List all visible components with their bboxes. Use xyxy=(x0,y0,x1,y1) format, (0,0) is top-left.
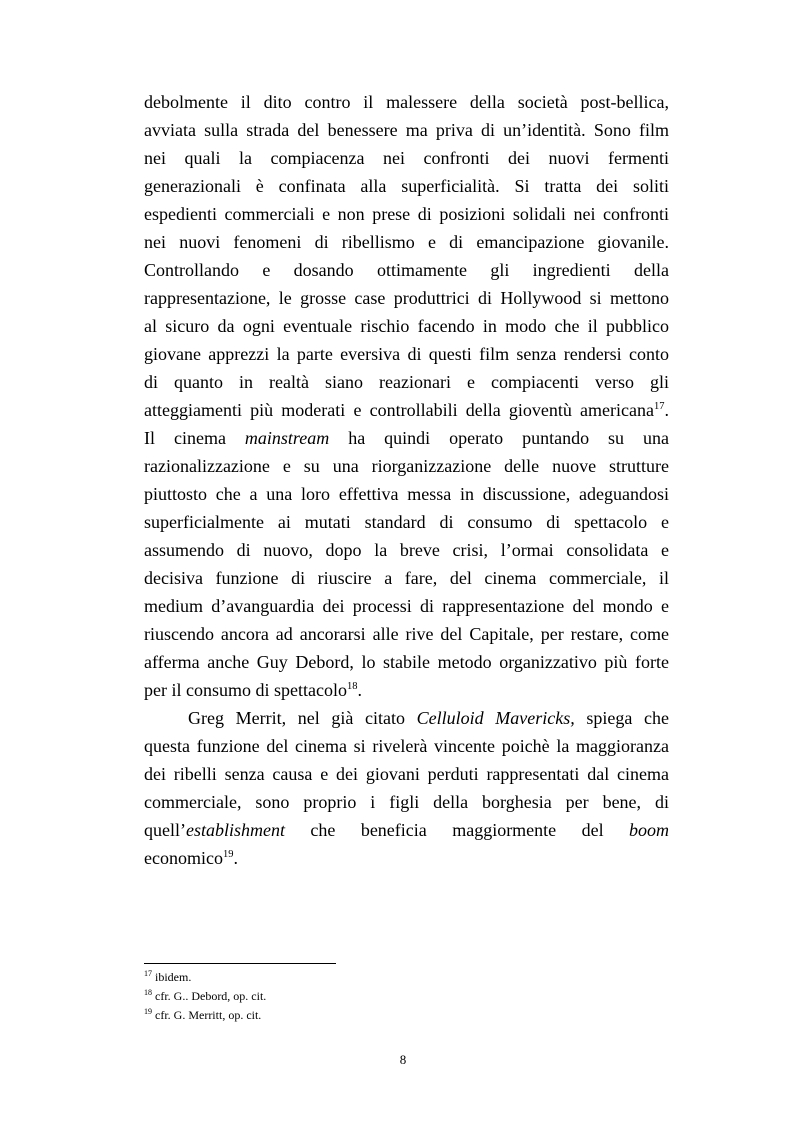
text-line: debolmente il dito contro il malessere della società post-bellica, xyxy=(144,92,669,112)
text-line: medium d’avanguardia dei processi di rappresentazione del mondo e xyxy=(144,596,669,616)
text-segment: economico xyxy=(144,848,223,868)
text-segment: . xyxy=(233,848,238,868)
text-segment: che beneficia maggiormente del xyxy=(285,820,629,840)
body-text xyxy=(144,88,669,872)
page-number: 8 xyxy=(399,1052,407,1067)
text-line: superficialmente ai mutati standard di consumo di spettacolo e xyxy=(144,512,669,532)
text-line xyxy=(144,704,669,732)
footnote-number: 17 xyxy=(144,969,152,978)
footnote-ref-17[interactable]: 17 xyxy=(654,401,665,412)
footnote-text: cfr. G. Merritt, op. cit. xyxy=(152,1008,262,1022)
text-segment: ha quindi operato puntando su una xyxy=(329,428,669,448)
footnote-number: 18 xyxy=(144,988,152,997)
text-segment: per il consumo di spettacolo xyxy=(144,680,347,700)
text-line: razionalizzazione e su una riorganizzazione delle nuove strutture xyxy=(144,456,669,476)
footnote-ref-18[interactable]: 18 xyxy=(346,681,358,692)
text-line xyxy=(144,844,669,872)
text-segment: . xyxy=(664,400,669,420)
text-line: assumendo di nuovo, dopo la breve crisi, l’ormai consolidata e xyxy=(144,540,669,560)
text-line: avviata sulla strada del benessere ma priva di un’identità. Sono film xyxy=(144,120,669,140)
text-line xyxy=(144,676,669,704)
italic-term: establishment xyxy=(186,820,285,840)
text-line: nei quali la compiacenza nei confronti dei nuovi fermenti xyxy=(144,148,669,168)
text-segment: quell’ xyxy=(144,820,186,840)
text-line: commerciale, sono proprio i figli della borghesia per bene, di xyxy=(144,792,669,812)
text-line: di quanto in realtà siano reazionari e compiacenti verso gli xyxy=(144,372,669,392)
text-line: dei ribelli senza causa e dei giovani perduti rappresentati dal cinema xyxy=(144,764,669,784)
footnote-divider xyxy=(144,963,336,964)
footnote-17 xyxy=(144,968,664,987)
footnote-ref-19[interactable]: 19 xyxy=(222,849,234,860)
text-segment: atteggiamenti più moderati e controllabili della gioventù americana xyxy=(144,400,654,420)
text-segment: . xyxy=(357,680,362,700)
text-line: nei nuovi fenomeni di ribellismo e di emancipazione giovanile. xyxy=(144,232,669,252)
text-line: espedienti commerciali e non prese di posizioni solidali nei confronti xyxy=(144,204,669,224)
footnote-number: 19 xyxy=(144,1007,152,1016)
text-line xyxy=(144,424,669,452)
text-segment: Greg Merrit, nel già citato xyxy=(188,708,417,728)
footnote-text: cfr. G.. Debord, op. cit. xyxy=(152,989,267,1003)
footnotes xyxy=(144,968,664,1025)
text-line: decisiva funzione di riuscire a fare, del cinema commerciale, il xyxy=(144,568,669,588)
italic-title: Celluloid Mavericks, xyxy=(416,708,575,728)
text-line: questa funzione del cinema si rivelerà vincente poichè la maggioranza xyxy=(144,736,669,756)
text-line: giovane apprezzi la parte eversiva di questi film senza rendersi conto xyxy=(144,344,669,364)
italic-term: mainstream xyxy=(244,428,330,448)
text-line xyxy=(144,816,669,844)
text-line: rappresentazione, le grosse case produttrici di Hollywood si mettono xyxy=(144,288,669,308)
text-line: Controllando e dosando ottimamente gli ingredienti della xyxy=(144,260,669,280)
footnote-19 xyxy=(144,1006,664,1025)
text-line: al sicuro da ogni eventuale rischio facendo in modo che il pubblico xyxy=(144,316,669,336)
footnote-18 xyxy=(144,987,664,1006)
italic-term: boom xyxy=(629,820,669,840)
footnote-text: ibidem. xyxy=(152,970,192,984)
text-line: generazionali è confinata alla superficialità. Si tratta dei soliti xyxy=(144,176,669,196)
text-line: afferma anche Guy Debord, lo stabile metodo organizzativo più forte xyxy=(144,652,669,672)
text-segment: spiega che xyxy=(574,708,669,728)
text-line: riuscendo ancora ad ancorarsi alle rive del Capitale, per restare, come xyxy=(144,624,669,644)
text-line: piuttosto che a una loro effettiva messa in discussione, adeguandosi xyxy=(144,484,669,504)
text-line xyxy=(144,396,669,424)
text-segment: Il cinema xyxy=(144,428,245,448)
